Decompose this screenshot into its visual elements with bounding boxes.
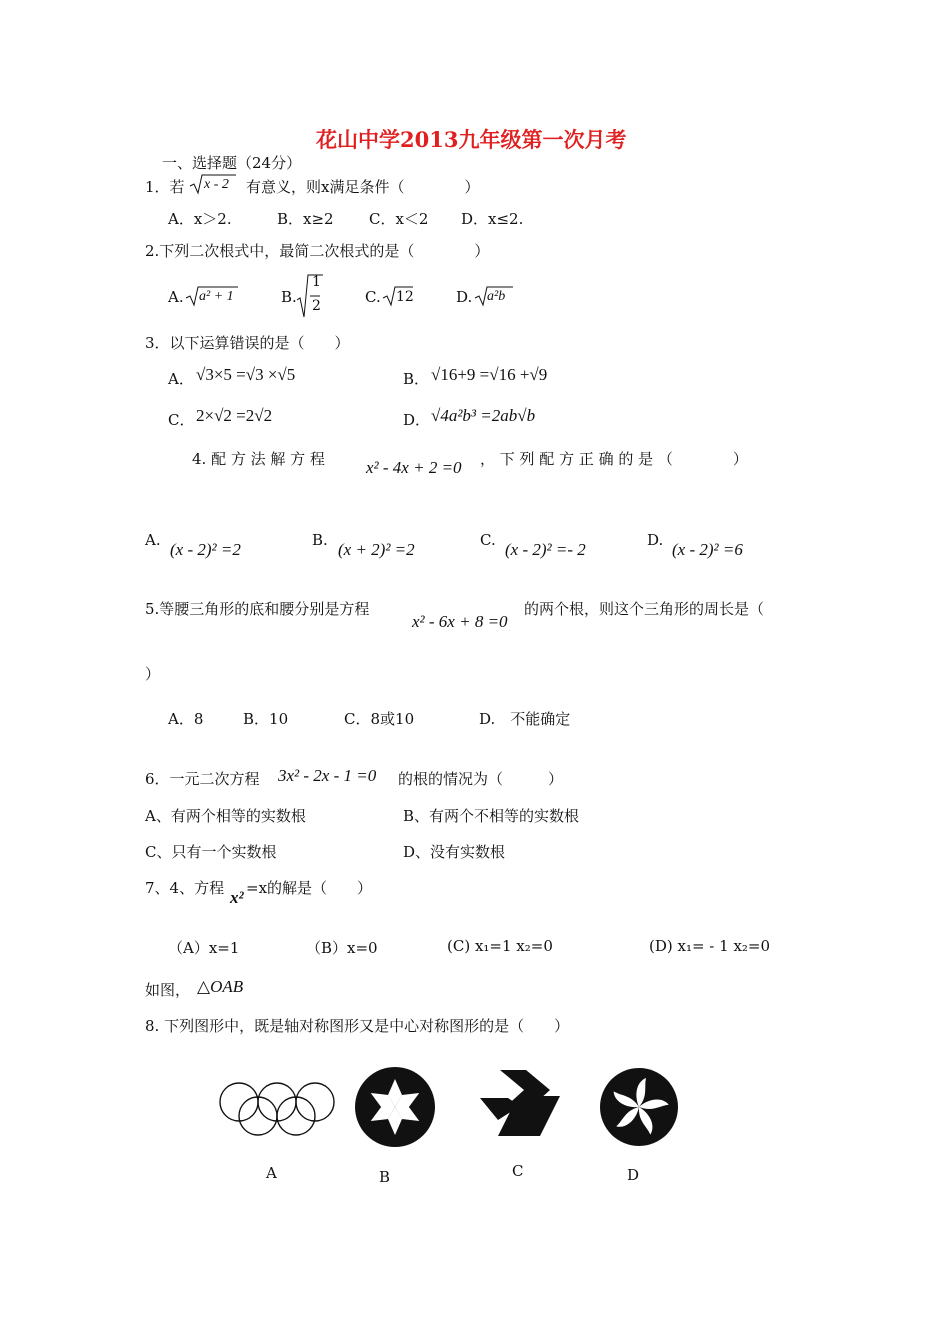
- note-text: 如图，: [145, 981, 191, 999]
- q6-option-a: A、有两个相等的实数根: [145, 807, 306, 825]
- q3-option-d-math: √4a²b³ =2ab√b: [431, 406, 536, 425]
- q4-option-a-label: A.: [145, 531, 161, 549]
- hexagram-circle-figure: [353, 1065, 437, 1149]
- q6-stem-pre: 6．一元二次方程: [145, 770, 260, 788]
- q5-option-b: B．10: [243, 710, 289, 728]
- q2-option-d-math: a²b: [487, 289, 506, 304]
- q3-option-d-label: D．: [403, 411, 431, 429]
- q1-option-a: A．x＞2.: [168, 210, 232, 228]
- q3-stem: 3．以下运算错误的是（ ）: [145, 334, 350, 352]
- q4-option-b-label: B.: [312, 531, 328, 549]
- q7-equation: x²: [230, 888, 244, 907]
- q7-stem-post: =x的解是（ ）: [246, 879, 373, 897]
- q2-option-d-label: D.: [456, 288, 473, 306]
- q2-stem: 2.下列二次根式中，最简二次根式的是（ ）: [145, 242, 490, 260]
- q2-option-c-math: 12: [396, 289, 414, 305]
- q6-option-d: D、没有实数根: [403, 843, 506, 861]
- q4-option-d-math: (x - 2)² =6: [672, 540, 743, 559]
- q2-option-c-label: C.: [365, 288, 381, 306]
- q2-option-b-label: B.: [281, 288, 297, 306]
- q7-option-d: (D) x₁= - 1 x₂=0: [649, 937, 771, 955]
- note-triangle: △OAB: [197, 977, 244, 996]
- q7-option-a: （A）x=1: [168, 939, 240, 957]
- olympic-rings-figure: [215, 1078, 339, 1140]
- q6-equation: 3x² - 2x - 1 =0: [278, 766, 377, 785]
- flower-emblem-figure: [598, 1066, 680, 1148]
- q5-option-a: A．8: [168, 710, 204, 728]
- q4-option-b-math: (x + 2)² =2: [338, 540, 415, 559]
- q1-option-b: B．x≥2: [277, 210, 334, 228]
- q8-label-d: D: [627, 1166, 640, 1184]
- q4-equation: x² - 4x + 2 =0: [366, 458, 462, 477]
- q2-option-a-math: a² + 1: [199, 289, 234, 304]
- q7-option-b: （B）x=0: [306, 939, 378, 957]
- q5-option-c: C．8或10: [344, 710, 415, 728]
- q6-option-c: C、只有一个实数根: [145, 843, 277, 861]
- q1-radicand: x - 2: [204, 177, 229, 192]
- q4-option-d-label: D.: [647, 531, 664, 549]
- q5-equation: x² - 6x + 8 =0: [412, 612, 508, 631]
- q3-option-c-math: 2×√2 =2√2: [196, 406, 273, 425]
- q8-label-b: B: [379, 1168, 391, 1186]
- q4-stem-pre: 4. 配 方 法 解 方 程: [192, 450, 325, 468]
- q6-stem-post: 的根的情况为（ ）: [398, 770, 564, 788]
- q6-option-b: B、有两个不相等的实数根: [403, 807, 580, 825]
- q7-option-c: (C) x₁=1 x₂=0: [447, 937, 553, 955]
- q1-stem-post: 有意义，则x满足条件（ ）: [246, 178, 480, 196]
- s-logo-figure: [478, 1068, 568, 1138]
- q2-option-b-denominator: 2: [312, 298, 321, 314]
- section-heading: 一、选择题（24分）: [162, 154, 302, 172]
- q5-stem-post: 的两个根，则这个三角形的周长是（: [524, 600, 765, 618]
- q7-stem-pre: 7、4、方程: [145, 879, 225, 897]
- q5-option-d: D. 不能确定: [479, 710, 571, 728]
- q3-option-a-label: A．: [168, 370, 194, 388]
- q8-label-c: C: [512, 1162, 524, 1180]
- q3-option-b-label: B．: [403, 370, 430, 388]
- q1-option-c: C．x＜2: [369, 210, 429, 228]
- q5-close-paren: ）: [145, 665, 161, 683]
- q1-option-d: D．x≤2.: [461, 210, 524, 228]
- q4-option-c-math: (x - 2)² =- 2: [505, 540, 586, 559]
- q3-option-b-math: √16+9 =√16 +√9: [431, 365, 548, 384]
- q8-label-a: A: [266, 1164, 277, 1182]
- q3-option-a-math: √3×5 =√3 ×√5: [196, 365, 296, 384]
- q4-option-a-math: (x - 2)² =2: [170, 540, 241, 559]
- q8-stem: 8. 下列图形中，既是轴对称图形又是中心对称图形的是（ ）: [145, 1017, 570, 1035]
- page-title: 花山中学2013九年级第一次月考: [316, 127, 627, 152]
- q5-stem-pre: 5.等腰三角形的底和腰分别是方程: [145, 600, 370, 618]
- q2-option-b-numerator: 1: [312, 274, 321, 290]
- q1-stem-pre: 1．若: [145, 178, 185, 196]
- q3-option-c-label: C．: [168, 411, 195, 429]
- q2-option-a-label: A.: [168, 288, 184, 306]
- q4-option-c-label: C.: [480, 531, 496, 549]
- q4-stem-post: ， 下 列 配 方 正 确 的 是 （ ）: [480, 450, 748, 468]
